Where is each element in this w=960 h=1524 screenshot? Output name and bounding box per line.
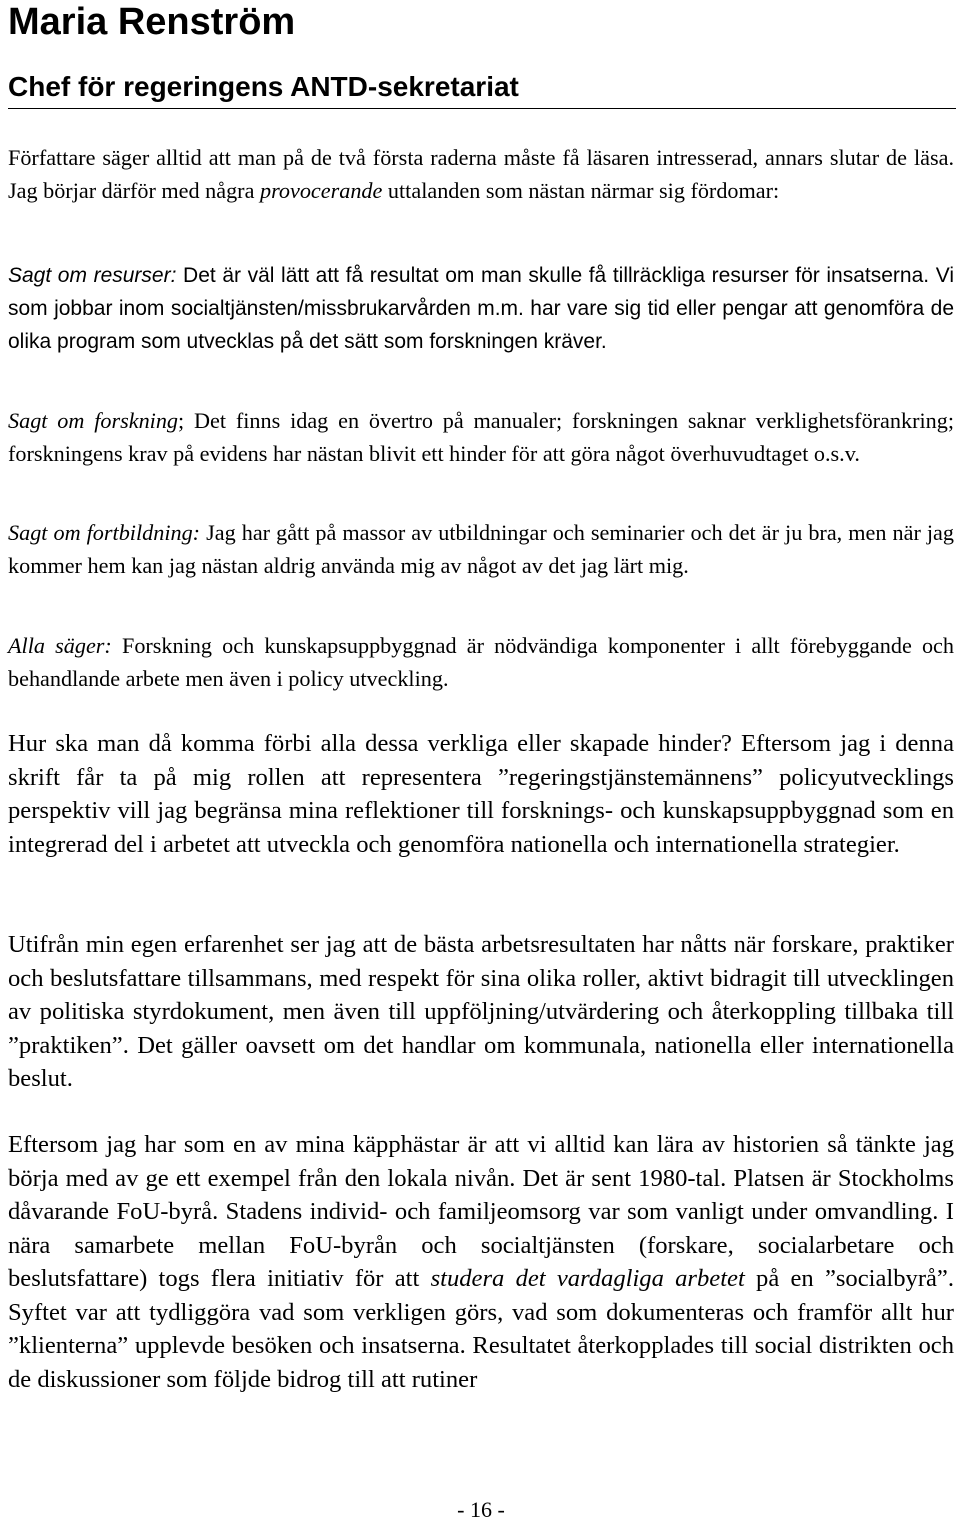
fortbildning-paragraph: [8, 517, 954, 583]
forskning-paragraph: [8, 405, 954, 471]
intro-emphasis: provocerande: [259, 177, 383, 203]
page-number: - 16 -: [457, 1497, 505, 1522]
resurser-label: Sagt om resurser:: [8, 264, 177, 287]
intro-text-2: uttalanden som nästan närmar sig fördomar:: [382, 177, 780, 203]
fortbildning-text: Jag har gått på massor av utbildningar och seminarier och det är ju bra, men när jag kommer hem kan jag nästan aldrig använda mig av något av det jag lärt mig.: [8, 520, 954, 578]
author-name: Maria Renström: [8, 1, 296, 43]
resurser-text: Det är väl lätt att få resultat om man skulle få tillräckliga resurser för insatserna. Vi som jobbar inom socialtjänsten/missbrukarvården m.m. har vare sig tid eller pengar att genomföra de olika program som utvecklas på det sätt som forskningen kräver.: [8, 264, 954, 353]
eftersom-text-1: Eftersom jag har som en av mina käpphästar är att vi alltid kan lära av historien så tänkte jag börja med av ge ett exempel från den lokala nivån. Det är sent 1980-tal. Platsen är Stockholms dåvarande FoU-byrå. Stadens individ- och familjeomsorg var som vanligt under omvandling. I nära samarbete mellan FoU-byrån och socialtjänsten (forskare, socialarbetare och beslutsfattare) togs flera initiativ för att: [8, 1131, 954, 1292]
eftersom-paragraph: [8, 1128, 954, 1396]
alla-label: Alla säger:: [8, 633, 112, 658]
eftersom-emphasis: studera det vardagliga arbetet: [430, 1265, 745, 1292]
author-role: Chef för regeringens ANTD-sekretariat: [8, 71, 519, 102]
forskning-label: Sagt om forskning: [8, 408, 179, 433]
fortbildning-label: Sagt om fortbildning:: [8, 520, 201, 545]
resurser-paragraph: [8, 260, 954, 358]
forskning-text: ; Det finns idag en övertro på manualer; forskningen saknar verklighetsförankring; forskningens krav på evidens har nästan blivit ett hinder för att göra något överhuvudtaget o.s.v.: [8, 408, 954, 466]
eftersom-text-2: på en ”socialbyrå”. Syftet var att tydliggöra vad som verkligen görs, vad som dokumenteras och framför allt hur ”klienterna” upplevde besöken och insatserna. Resultatet återkopplades till social distrikten och de diskussioner som följde bidrog till att rutiner: [8, 1265, 954, 1393]
alla-text: Forskning och kunskapsuppbyggnad är nödvändiga komponenter i allt förebyggande och behandlande arbete men även i policy utveckling.: [8, 633, 954, 691]
intro-paragraph: [8, 142, 954, 208]
header-divider: [8, 108, 956, 109]
intro-text-1: Författare säger alltid att man på de två första raderna måste få läsaren intresserad, annars slutar de läsa. Jag börjar därför med några: [8, 145, 954, 203]
alla-paragraph: [8, 630, 954, 696]
utifran-paragraph: Utifrån min egen erfarenhet ser jag att de bästa arbetsresultaten har nåtts när forskare, praktiker och beslutsfattare tillsammans, med respekt för sina olika roller, aktivt bidragit till utvecklingen av politiska styrdokument, men även till uppföljning/utvärdering och återkoppling tillbaka till ”praktiken”. Det gäller oavsett om det handlar om kommunala, nationella eller internationella beslut.: [8, 931, 954, 1092]
hinder-paragraph: Hur ska man då komma förbi alla dessa verkliga eller skapade hinder? Eftersom jag i denna skrift får ta på mig rollen att representera ”regeringstjänstemännens” policyutvecklings perspektiv vill jag begränsa mina reflektioner till forsknings- och kunskapsuppbyggnad som en integrerad del i arbetet att utveckla och genomföra nationella och internationella strategier.: [8, 730, 954, 858]
